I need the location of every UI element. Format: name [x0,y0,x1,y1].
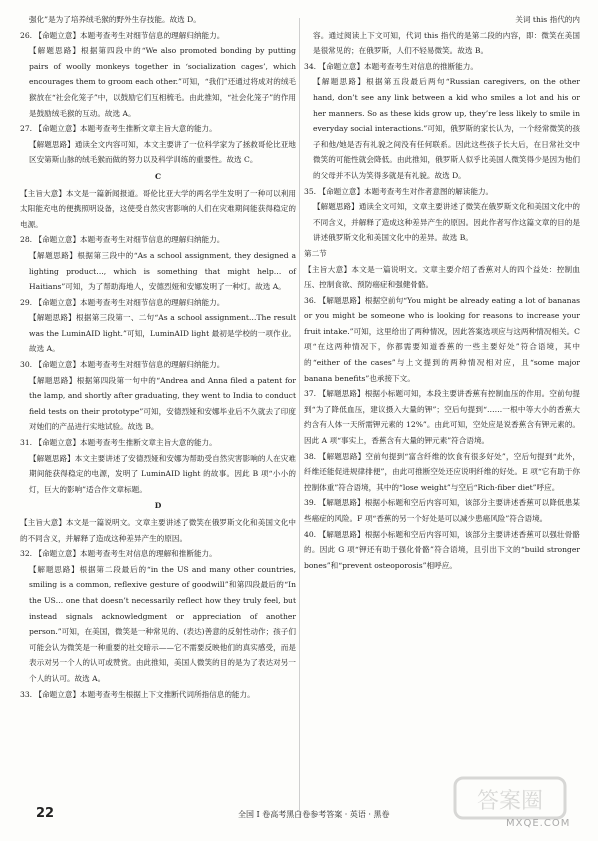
paragraph: 【解题思路】根据第二段最后的“in the US and many other countries, smiling is a common, reflexive gesture of goodwill”和第四段最后的“In the US… one that doesn’t necessarily reflect how they truly feel, but instead signals acknowledgment or appreciation of another person.”可知，在美国，微笑是一种常见的、(表达)善意的反射性动作；孩子们可能会认为微笑是一种重要的社交暗示——它不需要反映他们的真实感受，而是表示对另一个人的认可或赞赏。由此推知，美国人微笑的目的是为了表达对另一个人的认可。故选 A。 [29,564,296,683]
watermark-text: MXQE.COM [506,818,571,829]
paragraph: 35. 【命题立意】本题考查考生对作者意图的解读能力。 [304,186,494,196]
paragraph: 【解题思路】通读全文内容可知，本文主要讲了一位科学家为了拯救哥伦比亚地区安第斯山脉的绒毛猴而做的努力以及科学训练的重要性。故选 C。 [29,139,296,165]
paragraph: 32. 【命题立意】本题考查考生对信息的理解和推断能力。 [20,549,217,559]
svg-text:答案圈: 答案圈 [476,789,544,814]
section-heading: D [154,501,162,511]
paragraph: 39. 【解题思路】根据小标题和空后内容可知，该部分主要讲述香蕉可以降低患某些癌症的风险。F 项“香蕉的另一个好处是可以减少患癌风险”符合语境。 [304,498,580,523]
paragraph: 38. 【解题思路】空前句提到“富含纤维的饮食有很多好处”，空后句提到“此外，纤维还能促进规律排便”，由此可推断空处还应说明纤维的好处。E 项“它有助于你控制体重”符合语境，其中的“lose weight”与空后“Rich-fiber diet”呼应。 [304,451,580,492]
paragraph: 【解题思路】本文主要讲述了安德烈娅和安娜为帮助受自然灾害影响的人在灾难期间能获得稳定的电源，发明了 LuminAID light 的故事。因此 B 项“小小的灯，巨大的影响”适合作文章标题。 [29,453,296,494]
paragraph: 【解题思路】根据第三段中的“As a school assignment, they designed a lighting product…, which is something that might help… of Haitians”可知，为了帮助海地人，安德烈娅和安娜发明了一种灯。故选 A。 [29,250,296,292]
paragraph: 26. 【命题立意】本题考查考生对细节信息的理解归纳能力。 [20,30,225,40]
paragraph: 关词 this 指代的内 [515,15,580,24]
paragraph: 40. 【解题思路】根据小标题和空后内容可知，该部分主要讲述香蕉可以强壮骨骼的。因此 G 项“钾还有助于强化骨骼”符合语境，且引出下文的“build stronger bones”和“prevent osteoporosis”相呼应。 [304,529,580,570]
paragraph: 【解题思路】根据第四段中的“We also promoted bonding by putting pairs of woolly monkeys together in ‘socialization cages’, which encourages them to groom each other.”可知，“我们”还通过将成对的绒毛猴放在“社会化笼子”中，以鼓励它们互相梳毛。由此推知，“社会化笼子”的作用是鼓励绒毛猴的互动。故选 A。 [29,46,297,118]
paragraph: 29. 【命题立意】本题考查考生对细节信息的理解归纳能力。 [20,297,225,307]
paragraph: 【主旨大意】本文是一篇说明文。文章主要讲述了微笑在俄罗斯文化和美国文化中的不同含义，并解释了造成这种差异产生的原因。 [20,518,296,543]
paragraph: 【解题思路】根据第五段最后两句“Russian caregivers, on the other hand, don’t see any link between a kid who smiles a lot and his or her manners. So as these kids grow up, they’re less likely to smile in everyday social interactions.”可知，俄罗斯的家长认为，一个经常微笑的孩子和他/她是否有礼貌之间没有任何联系。因此这些孩子长大后，在日常社交中微笑的可能性就会降低。由此推知，俄罗斯人似乎比美国人微笑得少是因为他们的父母并不认为笑得多就是有礼貌。故选 D。 [313,77,580,180]
page-number: 22 [36,806,55,821]
footer-text: 全国 Ⅰ 卷高考黑白卷参考答案 · 英语 · 黑卷 [238,810,390,819]
paragraph: 37. 【解题思路】根据小标题可知，本段主要讲香蕉有控制血压的作用。空前句提到“为了降低血压，建议摄入大量的钾”；空后句提到“……一根中等大小的香蕉大约含有人体一天所需钾元素的 12%”。由此可知，空处应是说香蕉含有钾元素的。因此 A 项“事实上，香蕉含有大量的钾元素”符合语境。 [304,389,580,446]
paragraph: 27. 【命题立意】本题考查考生推断文章主旨大意的能力。 [20,124,217,134]
paragraph: 【主旨大意】本文是一篇说明文。文章主要介绍了香蕉对人的四个益处：控制血压、控制食欲、预防癌症和强健骨骼。 [304,264,580,290]
paragraph: 33. 【命题立意】本题考查考生根据上下文推断代词所指信息的能力。 [20,689,255,699]
paragraph: 34. 【命题立意】本题考查考生对信息的推断能力。 [304,61,478,71]
paragraph: 28. 【命题立意】本题考查考生对细节信息的理解归纳能力。 [20,235,225,245]
left-column [20,12,296,702]
right-column [304,12,580,573]
paragraph: 强化”是为了培养绒毛猴的野外生存技能。故选 D。 [29,15,201,24]
paragraph: 第二节 [304,248,327,258]
section-heading: C [154,171,162,181]
paragraph: 【解题思路】根据第四段第一句中的“Andrea and Anna filed a patent for the lamp, and shortly after graduating, they went to India to conduct field tests on their prototype”可知，安德烈娅和安娜毕业后不久就去了印度对她们的产品进行实地试验。故选 B。 [29,375,296,432]
paragraph: 容。通过阅读上下文可知，代词 this 指代的是第二段的内容，即：微笑在美国是很常见的；在俄罗斯，人们不轻易微笑。故选 B。 [313,30,580,56]
paragraph: 31. 【命题立意】本题考查考生推断文章主旨大意的能力。 [20,438,217,448]
paragraph: 【解题思路】通读全文可知，文章主要讲述了微笑在俄罗斯文化和美国文化中的不同含义，并解释了造成这种差异产生的原因。因此作者写作这篇文章的目的是讲述俄罗斯文化和美国文化中的差异。故选 B。 [313,202,580,243]
paragraph: 【主旨大意】本文是一篇新闻报道。哥伦比亚大学的两名学生发明了一种可以利用太阳能充电的便携照明设备，这使受自然灾害影响的人们在灾难期间能获得稳定的电源。 [20,188,296,229]
paragraph: 36. 【解题思路】根据空前句“You might be already eating a lot of bananas or you might be someone who is looking for reasons to increase your fruit intake.”可知，这里给出了两种情况，因此答案选项应与这两种情况相关。C 项“在这两种情况下，你都需要知道香蕉的一些主要好处”符合语境，其中的“either of the cases”与上文提到的两种情况相对应，且“some major banana benefits”也承接下文。 [304,295,580,383]
column-divider [299,18,300,818]
paragraph: 30. 【命题立意】本题考查考生对细节信息的理解归纳能力。 [20,360,225,370]
paragraph: 【解题思路】根据第三段第一、二句“As a school assignment…The result was the LuminAID light.”可知，LuminAID light 最初是学校的一项作业。故选 A。 [29,313,296,354]
